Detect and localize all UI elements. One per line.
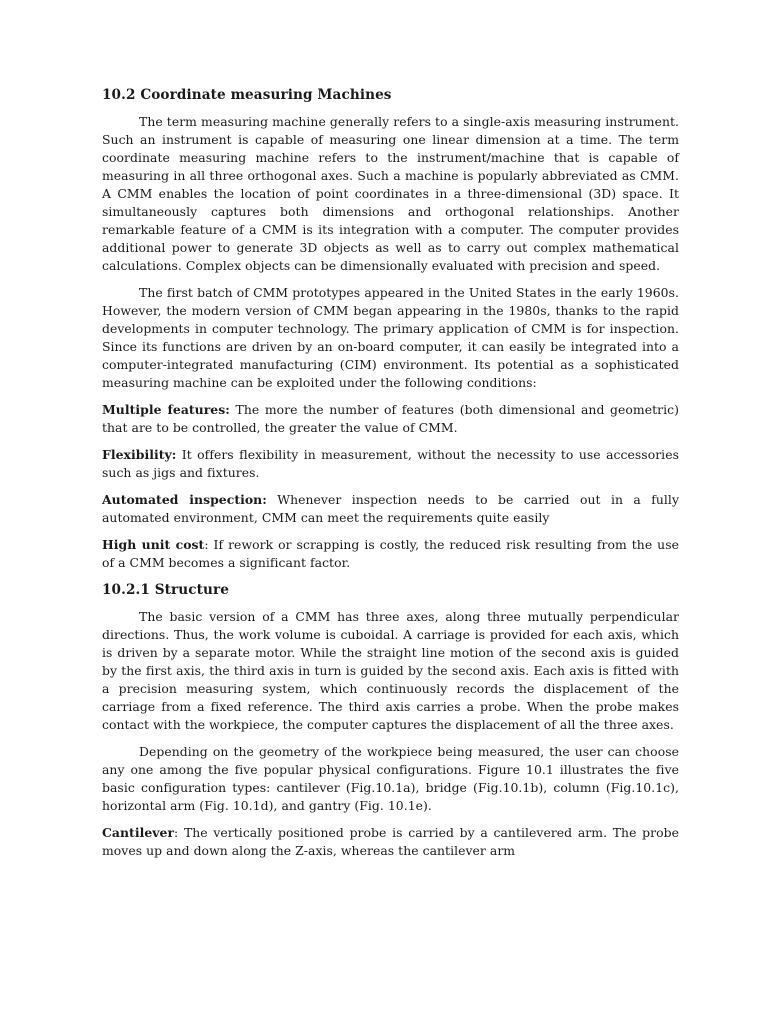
condition-high-unit-cost [102,536,679,572]
condition-text: Whenever inspection needs to be carried out in a fully automated environment, CMM can meet the requirements quite easily [102,492,680,525]
condition-multiple-features [102,401,679,437]
subsection-title: 10.2.1 Structure [102,582,230,598]
condition-term: Multiple features: [102,402,230,417]
condition-text: The more the number of features (both dimensional and geometric) that are to be controlled, the greater the value of CMM. [102,402,680,435]
structure-paragraph: Depending on the geometry of the workpiece being measured, the user can choose any one among the five popular physical configurations. Figure 10.1 illustrates the five basic configuration types: cantilever (Fig.10.1a), bridge (Fig.10.1b), column (Fig.10.1c), horizontal arm (Fig. 10.1d), and gantry (Fig. 10.1e). [102,744,679,813]
condition-term: High unit cost [102,537,205,552]
condition-automated-inspection [102,491,679,527]
intro-paragraph: The first batch of CMM prototypes appeared in the United States in the early 1960s. However, the modern version of CMM began appearing in the 1980s, thanks to the rapid developments in computer technology. The primary application of CMM is for inspection. Since its functions are driven by an on-board computer, it can easily be integrated into a computer-integrated manufacturing (CIM) environment. Its potential as a sophisticated measuring machine can be exploited under the following conditions: [102,285,679,390]
condition-text: It offers flexibility in measurement, without the necessity to use accessories such as jigs and fixtures. [102,447,679,480]
section-title: 10.2 Coordinate measuring Machines [102,87,392,103]
cantilever-text: : The vertically positioned probe is carried by a cantilevered arm. The probe moves up and down along the Z-axis, whereas the cantilever arm [102,825,679,858]
condition-term: Flexibility: [102,447,177,462]
condition-term: Automated inspection: [102,492,267,507]
condition-flexibility [102,446,679,482]
condition-text: : If rework or scrapping is costly, the reduced risk resulting from the use of a CMM becomes a significant factor. [102,537,679,570]
structure-paragraph: The basic version of a CMM has three axes, along three mutually perpendicular directions. Thus, the work volume is cuboidal. A carriage is provided for each axis, which is driven by a separate motor. While the straight line motion of the second axis is guided by the first axis, the third axis in turn is guided by the second axis. Each axis is fitted with a precision measuring system, which continuously records the displacement of the carriage from a fixed reference. The third axis carries a probe. When the probe makes contact with the workpiece, the computer captures the displacement of all the three axes. [102,609,679,732]
cantilever-term: Cantilever [102,825,175,840]
cantilever-paragraph [102,824,679,859]
intro-paragraph: The term measuring machine generally refers to a single-axis measuring instrument. Such an instrument is capable of measuring one linear dimension at a time. The term coordinate measuring machine refers to the instrument/machine that is capable of measuring in all three orthogonal axes. Such a machine is popularly abbreviated as CMM. A CMM enables the location of point coordinates in a three-dimensional (3D) space. It simultaneously captures both dimensions and orthogonal relationships. Another remarkable feature of a CMM is its integration with a computer. The computer provides additional power to generate 3D objects as well as to carry out complex mathematical calculations. Complex objects can be dimensionally evaluated with precision and speed. [102,114,679,273]
